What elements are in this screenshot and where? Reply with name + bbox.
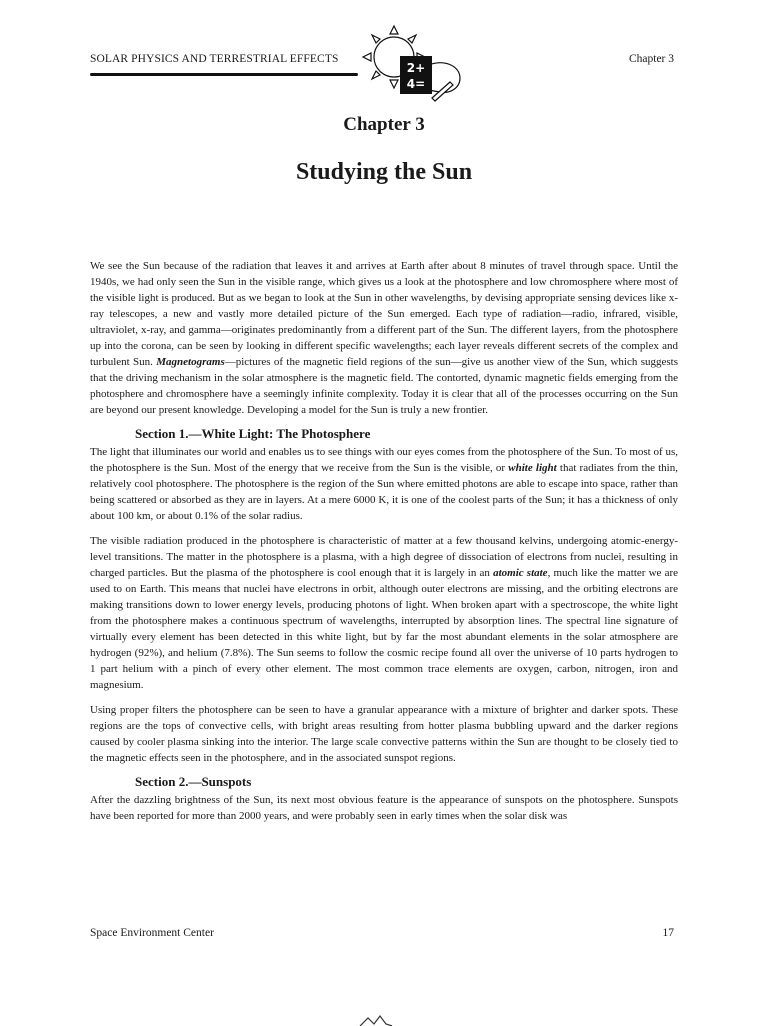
header-rule: [90, 73, 358, 76]
term-white-light: white light: [508, 462, 557, 474]
section-2-heading: Section 2.—Sunspots: [135, 774, 252, 789]
footer-organization: Space Environment Center: [90, 927, 214, 939]
term-atomic-state: atomic state: [493, 567, 548, 579]
body-content: [90, 258, 678, 833]
bottom-ornament: [356, 1014, 396, 1026]
section-1-paragraph-3: Using proper filters the photosphere can be seen to have a granular appearance with a mixture of brighter and darker spots. These regions are the tops of convective cells, with bright areas resulting from hotter plasma bubbling upward and the darker regions caused by cooler plasma sinking into the interior. The large scale convective patterns within the Sun are thought to be closely tied to the magnetic effects seen in the photosphere, and in the associated sunspot regions.: [90, 704, 678, 764]
running-header-title: SOLAR PHYSICS AND TERRESTRIAL EFFECTS: [90, 53, 339, 65]
chapter-label: Chapter 3: [343, 114, 425, 135]
section-2-paragraph-1: After the dazzling brightness of the Sun, its next most obvious feature is the appearance of sunspots on the photosphere. Sunspots have been reported for more than 2000 years, and were probably seen in early times when the solar disk was: [90, 794, 678, 822]
section-1-heading: Section 1.—White Light: The Photosphere: [135, 426, 371, 441]
chapter-title: Studying the Sun: [295, 159, 473, 185]
page-number: 17: [662, 927, 674, 939]
section-1-paragraph-2: The visible radiation produced in the photosphere is characteristic of matter at a few thousand kelvins, undergoing atomic-energy-level transitions. The matter in the photosphere is a plasma, with a high degree of dissociation of electrons from nuclei, resulting in charged particles. But the plasma of the photosphere is cool enough that it is largely in an atomic state, much like the matter we are used to on Earth. This means that nuclei have electrons in orbit, although outer electrons are missing, and the orbiting electrons are making transitions down to lower energy levels, producing photons of light. When broken apart with a spectroscope, the white light from the photosphere makes a continuous spectrum of wavelengths, interrupted by absorption lines. The spectral line signature of virtually every element has been detected in this white light, but by far the most abundant elements in the solar atmosphere are hydrogen (92%), and helium (7.8%). The Sun seems to follow the cosmic recipe found all over the universe of 10 parts hydrogen to 1 part helium with a pinch of every other element. The most common trace elements are oxygen, carbon, nitrogen, iron and magnesium.: [90, 535, 679, 691]
sun-calculator-icon: [354, 22, 466, 102]
term-magnetograms: Magnetograms: [156, 356, 225, 368]
logo-text-line2: 4=: [406, 77, 426, 91]
running-header-chapter: Chapter 3: [628, 53, 674, 65]
logo-text-line1: 2+: [406, 61, 426, 75]
section-1-paragraph-1: The light that illuminates our world and enables us to see things with our eyes comes from the photosphere of the Sun. To most of us, the photosphere is the Sun. Most of the energy that we receive from the Sun is the visible, or white light that radiates from the thin, relatively cool photosphere. The photosphere is the region of the Sun where emitted photons are able to escape into space, rather than being scattered or absorbed as they are in layers. At a mere 6000 K, it is one of the coolest parts of the Sun; it has a thickness of only about 100 km, or about 0.1% of the solar radius.: [90, 446, 678, 522]
intro-paragraph: We see the Sun because of the radiation that leaves it and arrives at Earth after about 8 minutes of travel through space. Until the 1940s, we had only seen the Sun in the visible range, which gives us a look at the photosphere and low chromosphere where most of the visible light is produced. But as we began to look at the Sun in other wavelengths, by devising appropriate sensing devices like x-ray telescopes, a new and vastly more detailed picture of the Sun emerged. Each type of radiation—radio, infrared, visible, ultraviolet, x-ray, and gamma—originates predominantly from a different part of the Sun. The different layers, from the photosphere up into the corona, can be seen by looking in different specific wavelengths; each layer reveals different secrets of the complex and turbulent Sun. Magnetograms—pictures of the magnetic field regions of the sun—give us another view of the Sun, which suggests that the driving mechanism in the solar atmosphere is the magnetic field. The contorted, dynamic magnetic fields emerging from the photosphere and chromosphere have a seemingly infinite complexity. Today it is clear that all of the processes occurring on the Sun are beyond our present knowledge. Developing a model for the Sun is truly a new frontier.: [90, 260, 678, 416]
